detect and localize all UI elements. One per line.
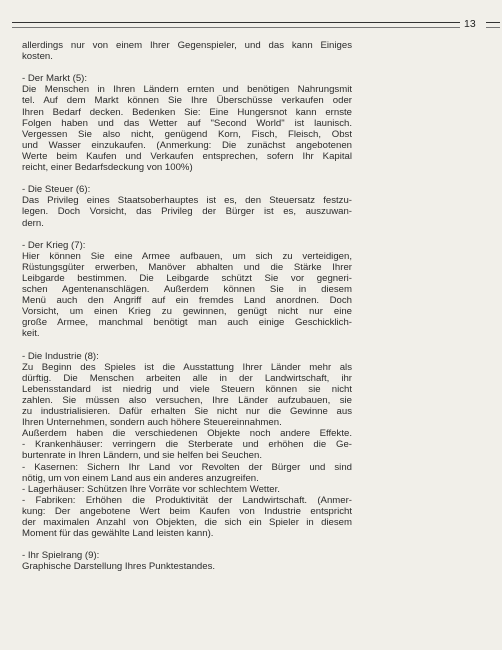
text-line: nötig, um von einem Land aus ein anderes anzugreifen.	[22, 472, 259, 484]
section-spielrang	[22, 550, 352, 572]
intro-paragraph	[22, 40, 352, 62]
text-line: dern.	[22, 217, 44, 229]
section-heading: - Die Industrie (8):	[22, 350, 99, 362]
section-heading: - Der Krieg (7):	[22, 239, 86, 251]
text-line: - Lagerhäuser: Schützen Ihre Vorräte vor schlechtem Wetter.	[22, 483, 280, 495]
text-line: tel. Auf dem Markt können Sie Ihre Überschüsse verkaufen oder	[22, 95, 352, 107]
section-heading: - Ihr Spielrang (9):	[22, 550, 100, 562]
header-rule	[12, 22, 460, 23]
text-line: keit.	[22, 328, 40, 340]
text-line: Werte beim Kaufen und Verkaufen entsprechen, sofern Ihr Kapital	[22, 150, 352, 162]
text-line: - Krankenhäuser: verringern die Sterberate und erhöhen die Ge-	[22, 439, 352, 451]
text-line: - Kasernen: Sichern Ihr Land vor Revolten der Bürger und sind	[22, 461, 352, 473]
text-line: dürftig. Die Menschen arbeiten alle in der Landwirtschaft, ihr	[22, 372, 352, 384]
text-line: Vorsicht, um einen Krieg zu gewinnen, genügt nicht nur eine	[22, 306, 352, 318]
text-line: Ihren Unternehmen, sondern auch höhere Steuereinnahmen.	[22, 417, 282, 429]
text-line: schen Agentenanschlägen. Außerdem können Sie in diesem	[22, 284, 352, 296]
section-industrie	[22, 351, 352, 540]
text-line: Außerdem haben die verschiedenen Objekte noch andere Effekte.	[22, 428, 352, 440]
section-heading: - Die Steuer (6):	[22, 184, 91, 196]
text-line: Das Privileg eines Staatsoberhauptes ist es, den Steuersatz festzu-	[22, 195, 352, 207]
text-line: zahlen. Sie müssen also versuchen, Ihre Länder aufzubauen, sie	[22, 395, 352, 406]
text-line: der maximalen Anzahl von Objekten, die sich ein Spieler in diesem	[22, 517, 352, 529]
text-line: Menü auch den Angriff auf ein fremdes Land anordnen. Doch	[22, 295, 352, 307]
text-line: Folgen haben und das Wetter auf "Second World" ist launisch.	[22, 117, 352, 129]
text-line: Hier können Sie eine Armee aufbauen, um sich zu verteidigen,	[22, 250, 352, 262]
text-line: Lebensstandard ist niedrig und viele Steuern können sie nicht	[22, 383, 352, 395]
text-line: Vergessen Sie also nicht, genügend Korn, Fisch, Fleisch, Obst	[22, 128, 352, 140]
text-line: Rüstungsgüter erwerben, Manöver abhalten und die Stärke Ihrer	[22, 261, 352, 273]
text-line: allerdings nur von einem Ihrer Gegenspieler, und das kann Einiges	[22, 40, 352, 51]
section-heading: - Der Markt (5):	[22, 73, 88, 85]
section-steuer	[22, 184, 352, 228]
text-line: legen. Doch Vorsicht, das Privileg der Bürger ist es, auszuwan-	[22, 206, 352, 218]
text-line: Leibgarde bestimmen. Die Leibgarde schützt Sie vor gegneri-	[22, 272, 352, 284]
text-line: Graphische Darstellung Ihres Punktestandes.	[22, 561, 216, 573]
text-line: und Wasser einzukaufen. (Anmerkung: Die zunächst angebotenen	[22, 139, 352, 151]
text-line: - Fabriken: Erhöhen die Produktivität der Landwirtschaft. (Anmer-	[22, 494, 352, 506]
text-line: Ihren Bedarf decken. Bedenken Sie: Eine Hungersnot kann ernste	[22, 106, 352, 118]
text-line: zu industrialisieren. Dafür erhalten Sie nicht nur die Gewinne aus	[22, 406, 352, 418]
header-rule-right	[486, 22, 500, 23]
text-line: Zu Beginn des Spieles ist die Ausstattung Ihrer Länder mehr als	[22, 361, 352, 373]
text-line: Die Menschen in Ihren Ländern ernten und benötigen Nahrungsmit	[22, 84, 352, 96]
section-krieg	[22, 240, 352, 340]
text-line: große Armee, manchmal benötigt man auch einige Geschicklich-	[22, 317, 352, 329]
section-markt	[22, 73, 352, 173]
text-line: burtenrate in Ihren Ländern, und sie helfen bei Seuchen.	[22, 450, 263, 462]
page-number: 13	[464, 18, 476, 30]
text-line: kosten.	[22, 51, 53, 63]
page-body	[22, 40, 352, 584]
header-rule-secondary	[12, 27, 460, 28]
text-line: Moment für das gewählte Land leisten kann).	[22, 528, 214, 540]
header-rule-right-secondary	[486, 27, 500, 28]
text-line: reicht, einer Bedarfsdeckung von 100%)	[22, 162, 193, 174]
text-line: kung: Der angebotene Wert beim Kaufen von Industrie entspricht	[22, 505, 352, 517]
